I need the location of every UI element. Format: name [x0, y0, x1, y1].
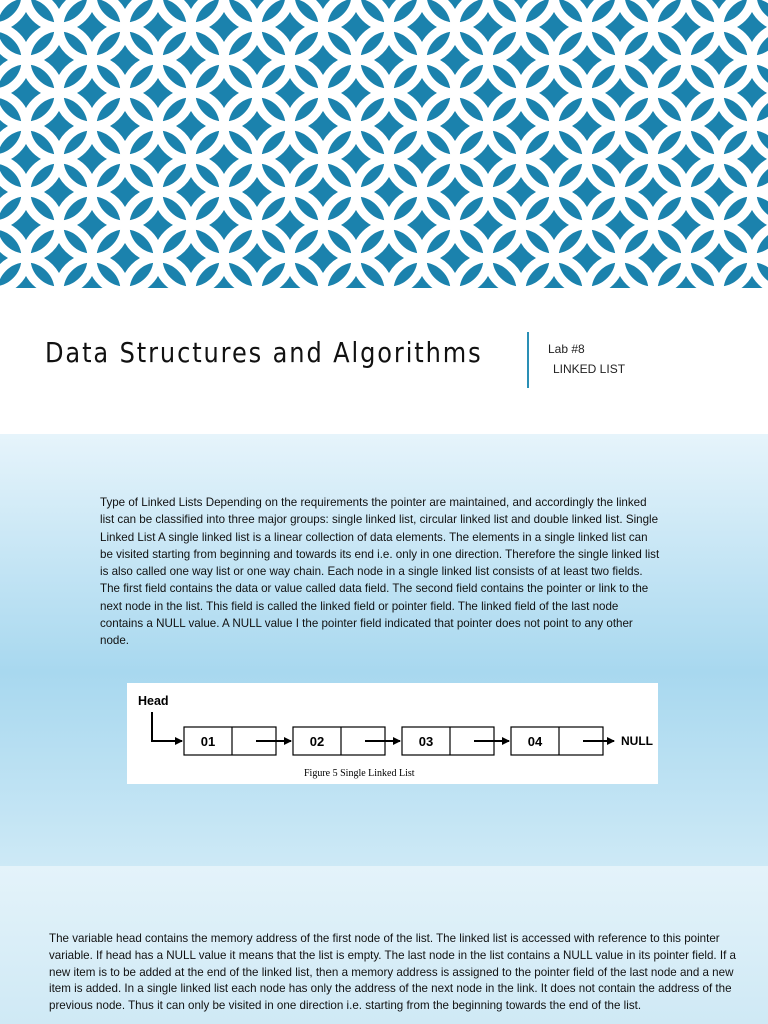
- content-slide-linked-lists: [0, 434, 768, 866]
- node-value: 01: [200, 734, 216, 749]
- list-node: [402, 727, 509, 755]
- head-pointer-arrow: [152, 712, 182, 741]
- null-label: NULL: [621, 734, 653, 748]
- list-node: [511, 727, 614, 755]
- title-divider: [527, 332, 529, 388]
- single-linked-list-figure: [127, 683, 658, 784]
- linked-list-diagram: [127, 683, 658, 784]
- lab-number: Lab #8: [548, 342, 585, 356]
- content-slide-head-pointer: [0, 866, 768, 1024]
- linked-list-description: Type of Linked Lists Depending on the requirements the pointer are maintained, and accordingly the linked list can be classified into three major groups: single linked list, circular linked list and double linked list. Single Linked List A single linked list is a linear collection of data elements. The elements in a single linked list can be visited starting from beginning and towards its end i.e. only in one direction. Therefore the single linked list is also called one way list or one way chain. Each node in a single linked list consists of at least two fields. The first field contains the data or value called data field. The second field contains the pointer or link to the next node in the list. This field is called the linked field or pointer field. The linked field of the last node contains a NULL value. A NULL value I the pointer field indicated that pointer does not point to any other node.: [100, 496, 660, 648]
- head-pointer-description: The variable head contains the memory address of the first node of the list. The linked list is accessed with reference to this pointer variable. If head has a NULL value it means that the list is empty. The last node in the list contains a NULL value in its pointer field. If a new item is to be added at the end of the linked list, then a memory address is assigned to the pointer field of the last node and a new item is added. In a single linked list each node has only the address of the next node in the link. It does not contain the address of the previous node. Thus it can only be visited in one direction i.e. starting from the beginning towards the end of the list.: [49, 932, 736, 1013]
- lab-topic: LINKED LIST: [553, 362, 626, 376]
- node-value: 02: [309, 734, 325, 749]
- node-value: 03: [418, 734, 434, 749]
- list-node: [184, 727, 291, 755]
- decorative-circle-pattern: [0, 0, 768, 288]
- head-label: Head: [138, 694, 169, 708]
- slide-title: Data Structures and Algorithms: [45, 336, 483, 369]
- node-value: 04: [527, 734, 543, 749]
- nodes-layer: [184, 727, 614, 755]
- title-row: [0, 288, 768, 434]
- figure-caption: Figure 5 Single Linked List: [304, 768, 415, 779]
- title-slide: [0, 0, 768, 434]
- list-node: [293, 727, 400, 755]
